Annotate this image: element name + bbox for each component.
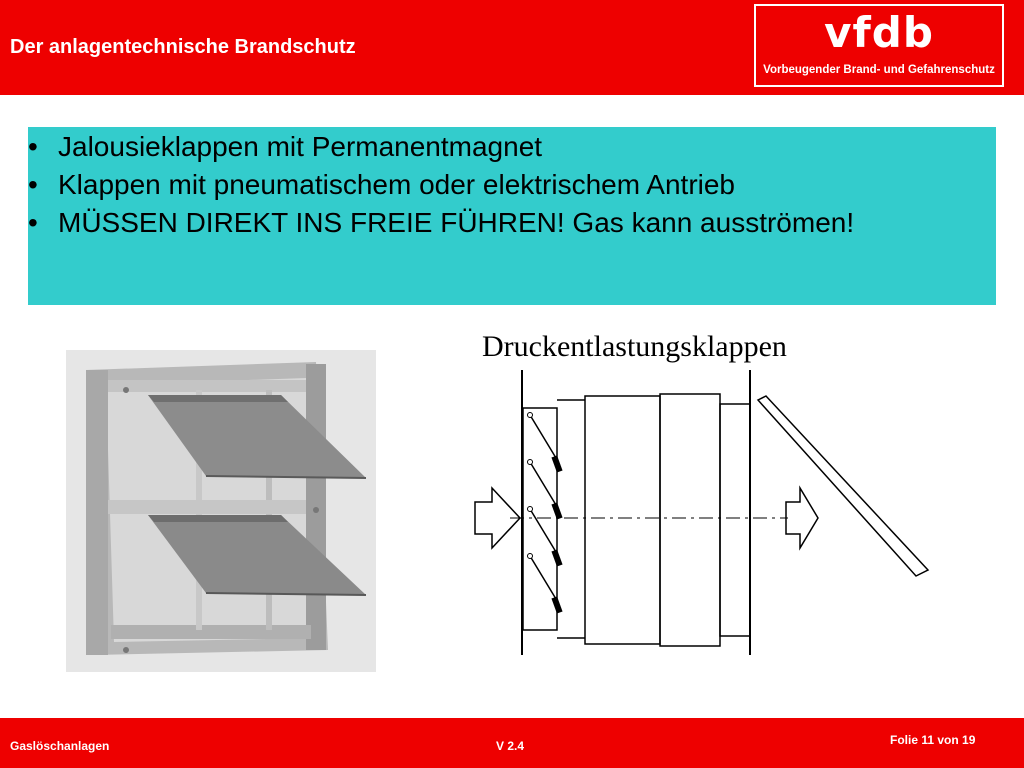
footer-bar bbox=[0, 718, 1024, 768]
bullet-marker: • bbox=[28, 169, 38, 200]
logo-wordmark: vfdb bbox=[824, 8, 934, 57]
bullet-text: MÜSSEN DIREKT INS FREIE FÜHREN! Gas kann ausströmen! bbox=[58, 207, 855, 238]
bullet-item bbox=[28, 207, 908, 239]
bullet-panel bbox=[28, 127, 996, 305]
header-title: Der anlagentechnische Brandschutz bbox=[10, 36, 356, 58]
vfdb-logo bbox=[754, 4, 1004, 87]
bullet-text: Klappen mit pneumatischem oder elektrischem Antrieb bbox=[58, 169, 736, 200]
footer-topic: Gaslöschanlagen bbox=[10, 739, 110, 753]
bullet-marker: • bbox=[28, 131, 38, 162]
bullet-list bbox=[28, 131, 908, 245]
logo-subtitle: Vorbeugender Brand- und Gefahrenschutz bbox=[763, 64, 995, 76]
footer-slide-counter: Folie 11 von 19 bbox=[890, 733, 976, 747]
figure-caption: Druckentlastungsklappen bbox=[482, 330, 787, 363]
bullet-text: Jalousieklappen mit Permanentmagnet bbox=[58, 131, 543, 162]
pressure-relief-damper-diagram bbox=[470, 370, 940, 660]
header-bar bbox=[0, 0, 1024, 95]
footer-version: V 2.4 bbox=[496, 739, 525, 753]
bullet-marker: • bbox=[28, 207, 38, 238]
louvre-damper-photo bbox=[66, 350, 376, 672]
bullet-item bbox=[28, 131, 908, 163]
bullet-item bbox=[28, 169, 908, 201]
